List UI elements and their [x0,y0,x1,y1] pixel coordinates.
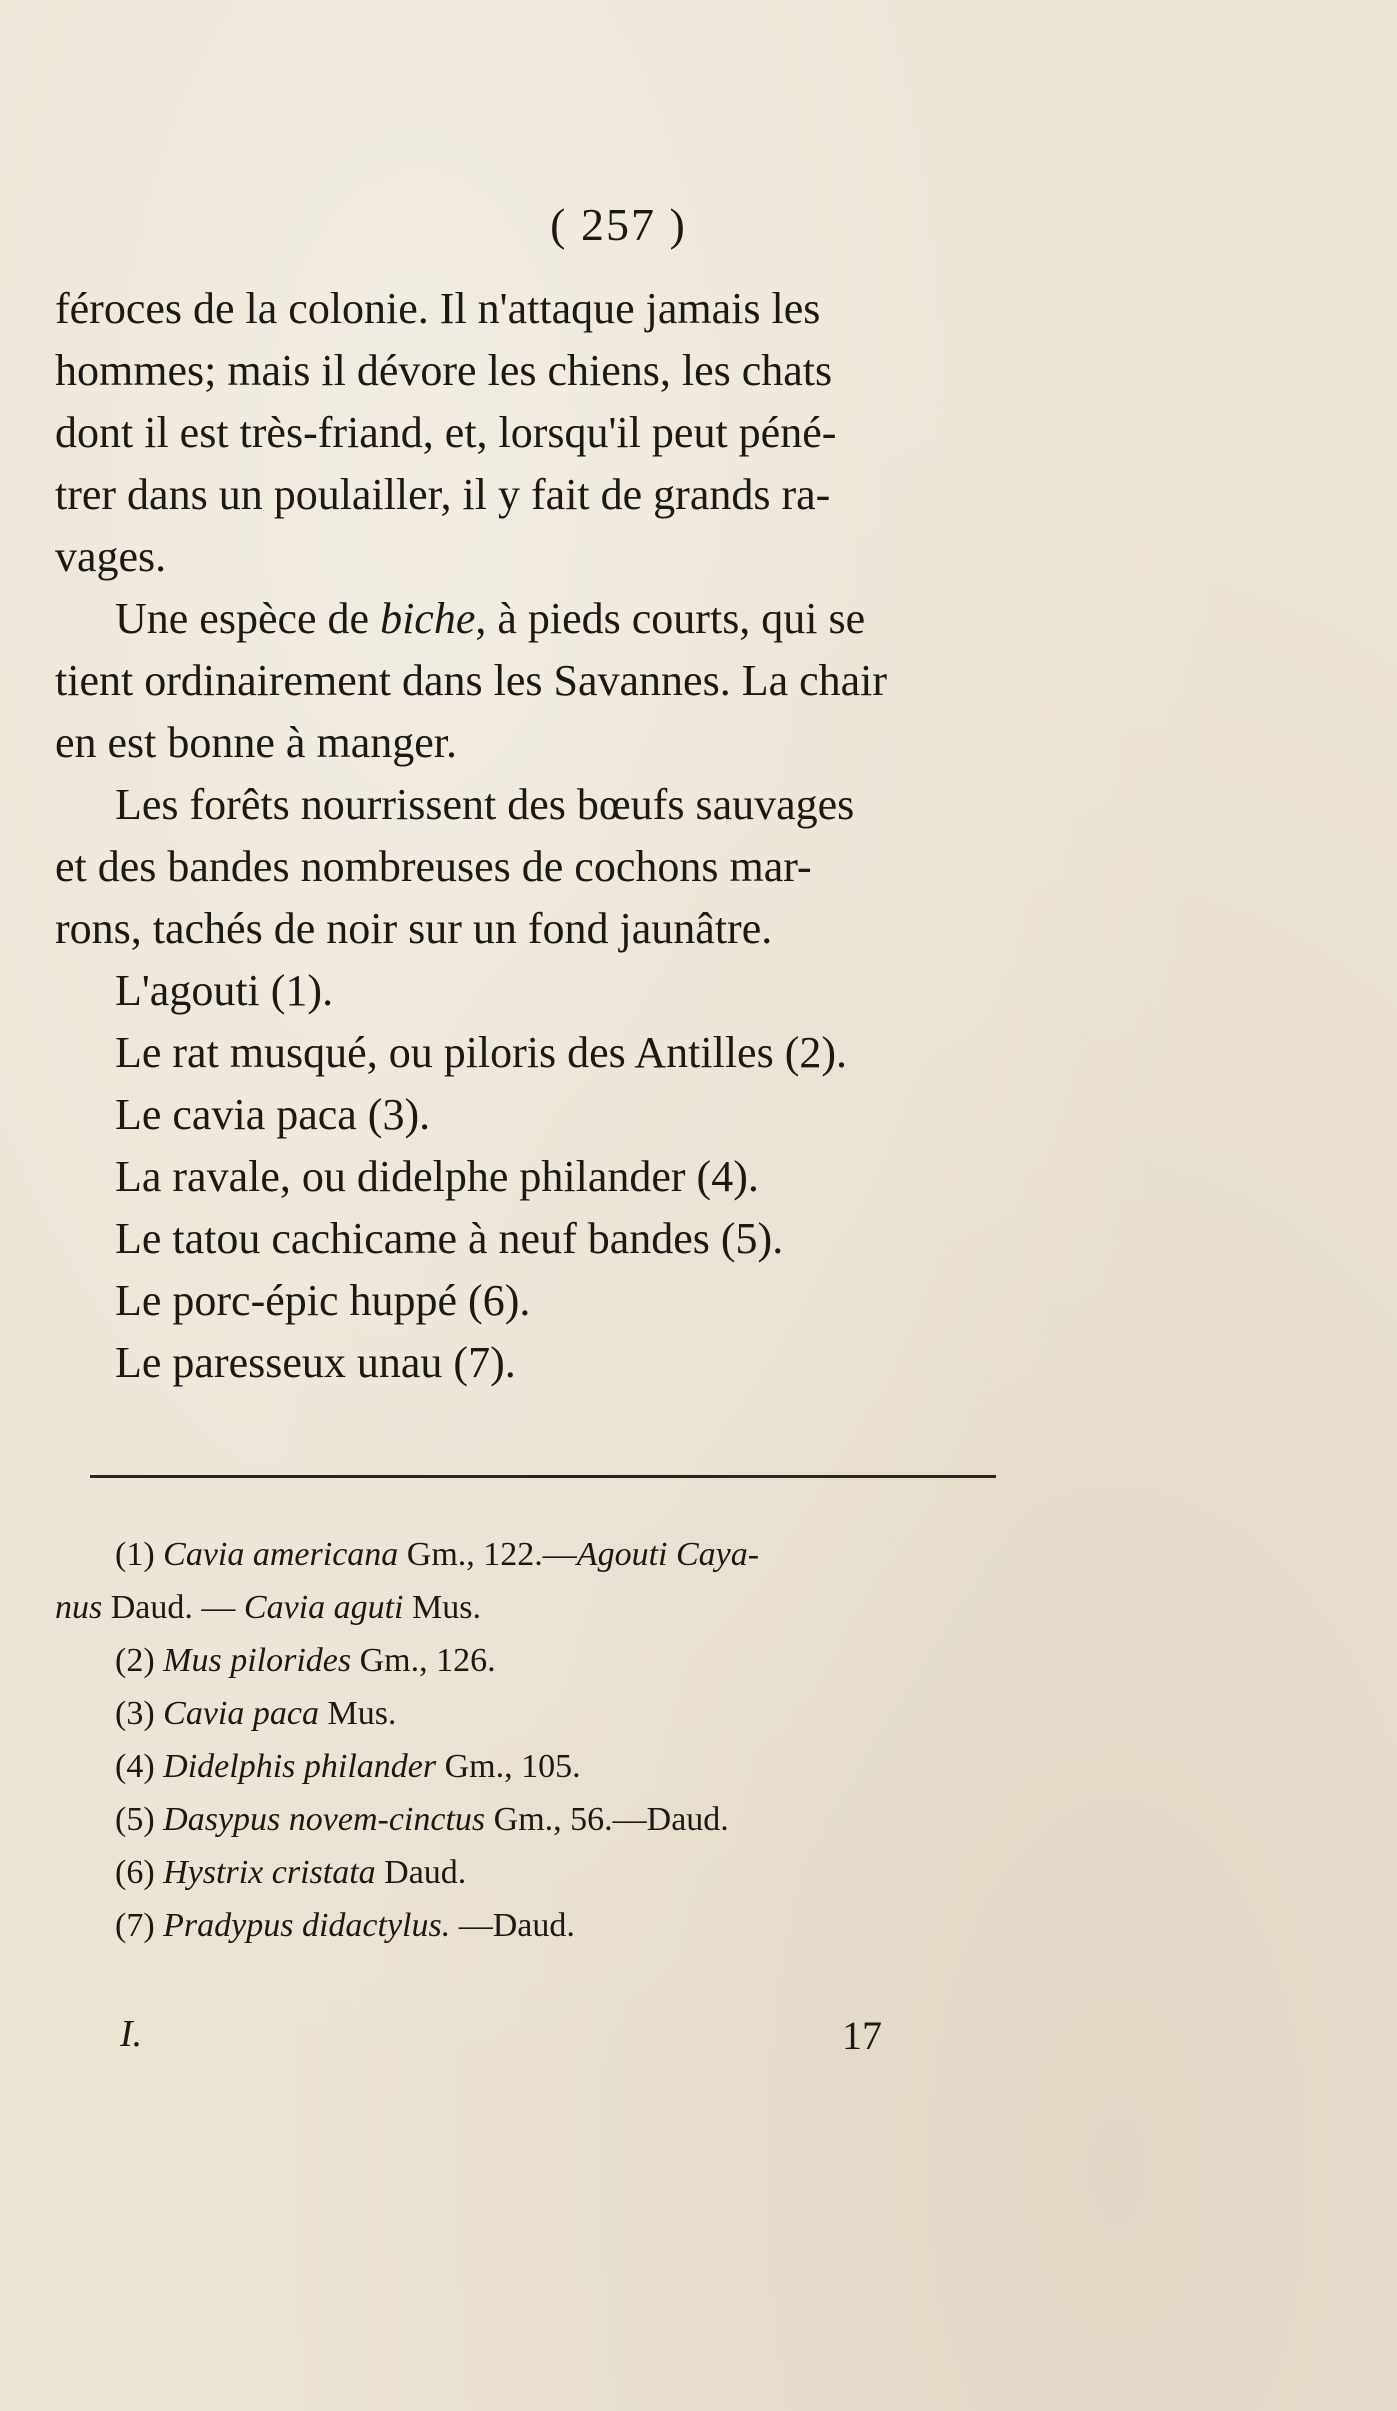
list-item: Le cavia paca (3). [115,1090,431,1139]
body-text [55,278,1001,1394]
footnote-number: (4) [115,1748,155,1785]
footnote-ref: Gm., 56.—Daud. [485,1801,729,1838]
footnote [55,1634,1010,1687]
footnote-ref: Gm., 126. [351,1642,496,1679]
paragraph [55,278,1001,588]
list-item: La ravale, ou didelphe philander (4). [115,1152,759,1201]
paragraph [55,774,1001,960]
footnote-ref: Mus. [403,1589,481,1626]
footnote-ref: Gm., 105. [436,1748,581,1785]
list-item: Le tatou cachicame à neuf bandes (5). [115,1214,784,1263]
folio-number: 17 [842,2013,882,2058]
footnote-number: (7) [115,1907,155,1944]
list-item: Le rat musqué, ou piloris des Antilles (2). [115,1028,847,1077]
footnote-taxon: nus [55,1589,103,1626]
footnote-number: (2) [115,1642,155,1679]
footnote [55,1528,1010,1634]
text-line: hommes; mais il dévore les chiens, les chats [55,346,833,395]
footnote-divider [90,1475,996,1478]
footnote-taxon: Cavia aguti [243,1589,404,1626]
footnote [55,1846,1010,1899]
footnote [55,1687,1010,1740]
footnote-taxon: Pradypus didactylus. [163,1907,451,1944]
text-line: en est bonne à manger. [55,718,457,767]
list-item: Le porc-épic huppé (6). [115,1276,531,1325]
list-item: Le paresseux unau (7). [115,1338,516,1387]
footnote-taxon: Cavia americana [163,1536,399,1573]
animal-list [55,960,1001,1394]
footnote-ref: Daud. [375,1854,467,1891]
footnote-number: (6) [115,1854,155,1891]
footnote [55,1899,1010,1952]
footnotes [55,1528,1010,1952]
footnote-taxon: Hystrix cristata [163,1854,376,1891]
footnote-ref: —Daud. [450,1907,575,1944]
footnote-taxon: Cavia paca [163,1695,319,1732]
footnote [55,1740,1010,1793]
text-line: féroces de la colonie. Il n'attaque jamais les [55,284,821,333]
text-line: Une espèce de biche, à pieds courts, qui se [115,594,866,643]
footnote-ref: Daud. — [102,1589,244,1626]
text-line: Les forêts nourrissent des bœufs sauvages [115,780,855,829]
footnote [55,1793,1010,1846]
footnote-number: (3) [115,1695,155,1732]
footnote-ref: Gm., 122.— [398,1536,577,1573]
page-header [0,198,1397,251]
footnote-taxon: Didelphis philander [163,1748,437,1785]
list-item: L'agouti (1). [115,966,334,1015]
text-line: vages. [55,532,167,581]
text-line: tient ordinairement dans les Savannes. La chair [55,656,888,705]
text-line: dont il est très-friand, et, lorsqu'il peut péné- [55,408,837,457]
footnote-taxon: Mus pilorides [163,1642,352,1679]
footnote-taxon: Agouti Caya- [576,1536,760,1573]
signature-mark: I. [120,2013,143,2055]
text-line: rons, tachés de noir sur un fond jaunâtre. [55,904,773,953]
footnote-ref: Mus. [318,1695,397,1732]
footnote-number: (5) [115,1801,155,1838]
text-line: et des bandes nombreuses de cochons mar- [55,842,812,891]
text-line: trer dans un poulailler, il y fait de grands ra- [55,470,831,519]
page-number-header: ( 257 ) [550,199,687,250]
paragraph [55,588,1001,774]
footnote-number: (1) [115,1536,155,1573]
footnote-taxon: Dasypus novem-cinctus [163,1801,486,1838]
